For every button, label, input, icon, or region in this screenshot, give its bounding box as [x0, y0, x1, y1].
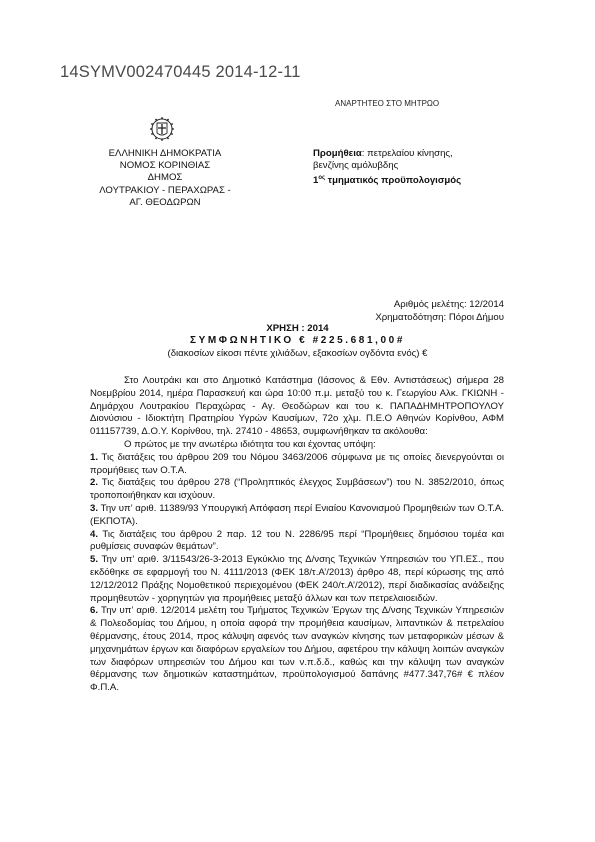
issuer-prefecture: ΝΟΜΟΣ ΚΟΡΙΝΘΙΑΣ [119, 160, 211, 172]
contract-title: ΣΥΜΦΩΝΗΤΙΚΟ € #225.681,00# [190, 335, 405, 346]
issuer-municipality-label: ΔΗΜΟΣ [147, 172, 183, 184]
section-text: τμηματικός προϋπολογισμός [325, 175, 462, 187]
intro-paragraph: Στο Λουτράκι και στο Δημοτικό Κατάστημα (Ιάσονος & Εθν. Αντιστάσεως) σήμερα 28 Νοεμβρίου 2014, ημέρα Παρασκευή και ώρα 10:00 π.μ. μεταξύ του κ. Γεωργίου Αλκ. ΓΚΙΩΝΗ - Δημάρχου Λουτρακίου Περαχώρας - Αγ. Θεοδώρων και του κ. ΠΑΠΑΔΗΜΗΤΡΟΠΟΥΛΟΥ Διονύσιου - Ιδιοκτήτη Πρατηρίου Υγρών Καυσίμων, 72ο χλμ. Π.Ε.Ο Αθηνών Κορίνθου, ΑΦΜ 011157739, Δ.Ο.Υ. Κορίνθου, τηλ. 27410 - 48653, συμφωνήθηκαν τα ακόλουθα: [90, 375, 504, 438]
clause-item [90, 477, 504, 503]
clause-text: Την υπ’ αριθ. 12/2014 μελέτη του Τμήματος Τεχνικών Έργων της Δ/νσης Τεχνικών Υπηρεσιών & Πολεοδομίας του Δήμου, η οποία αφορά την προμήθεια καυσίμων, λιπαντικών & πετρελαίου θέρμανσης, έτους 2014, προς κάλυψη αφενός των αναγκών κίνησης των μεταφορικών μέσων & μηχανημάτων έργων και διαφόρων εργαλείων του Δήμου, αφετέρου την κάλυψη λοιπών αναγκών των διαφόρων υπηρεσιών του Δήμου και των ν.π.δ.δ., καθώς και την κάλυψη των αναγκών θέρμανσης των δημοτικών καταστημάτων, προϋπολογισμού δαπάνης #477.347,76# € πλέον Φ.Π.Α. [90, 605, 504, 694]
section-superscript: ος [318, 175, 326, 182]
ada-code: 14SYMV002470445 2014-12-11 [60, 63, 301, 81]
contract-body [90, 375, 504, 695]
greek-emblem-icon [149, 116, 175, 142]
clause-number: 4. [90, 528, 99, 540]
clause-item [90, 503, 504, 529]
subject-label: Προμήθεια [313, 148, 362, 159]
issuer-municipality-name-cont: ΑΓ. ΘΕΟΔΩΡΩΝ [129, 196, 201, 208]
clause-item [90, 605, 504, 695]
subject-text: : πετρελαίου κίνησης, [361, 148, 453, 159]
clause-number: 5. [90, 554, 99, 566]
amount-in-words: (διακοσίων είκοσι πέντε χιλιάδων, εξακοσίων ογδόντα ενός) € [167, 348, 428, 359]
clause-number: 3. [90, 502, 99, 514]
clause-item [90, 554, 504, 605]
clause-item [90, 529, 504, 555]
clause-number: 1. [90, 451, 99, 463]
funding-source: Χρηματοδότηση: Πόροι Δήμου [375, 312, 504, 323]
clause-text: Τις διατάξεις του άρθρου 278 (“Προληπτικός έλεγχος Συμβάσεων”) του Ν. 3852/2010, όπως τροποποιήθηκαν και ισχύουν. [90, 477, 504, 502]
clause-number: 2. [90, 477, 99, 489]
study-number: Αριθμός μελέτης: 12/2014 [393, 299, 504, 310]
subject-block [313, 148, 553, 188]
issuer-municipality-name: ΛΟΥΤΡΑΚΙΟΥ - ΠΕΡΑΧΩΡΑΣ - [99, 184, 231, 196]
clause-text: Τις διατάξεις του άρθρου 2 παρ. 12 του Ν. 2286/95 περί “Προμήθειες δημόσιου τομέα και ρυθμίσεις συναφών θεμάτων”. [90, 528, 504, 553]
fiscal-year: ΧΡΗΣΗ : 2014 [266, 323, 329, 334]
archive-note: ΑΝΑΡΤΗΤΕΟ ΣΤΟ ΜΗΤΡΩΟ [335, 99, 440, 108]
issuer-block [76, 148, 254, 209]
subject-text-cont: βενζίνης αμόλυβδης [313, 160, 399, 172]
section-number: 1 [313, 175, 319, 187]
clause-number: 6. [90, 605, 99, 617]
clause-text: Την υπ’ αριθ. 3/11543/26-3-2013 Εγκύκλιο της Δ/νσης Τεχνικών Υπηρεσιών του ΥΠ.ΕΣ., που εκδόθηκε σε εφαρμογή του Ν. 4111/2013 (ΦΕΚ 18/τ.Α’/2013) άρθρο 48, περί κύρωσης της από 12/12/2012 Πράξης Νομοθετικού περιεχομένου (ΦΕΚ 240/τ.Α’/2012), περί διαδικασίας ανάδειξης προμηθευτών - χορηγητών για προμήθειες μεταξύ άλλων και των πετρελαιοειδών. [90, 554, 505, 604]
clause-text: Την υπ’ αριθ. 11389/93 Υπουργική Απόφαση περί Ενιαίου Κανονισμού Προμηθειών των Ο.Τ.Α. (ΕΚΠΟΤΑ). [90, 502, 504, 527]
issuer-country: ΕΛΛΗΝΙΚΗ ΔΗΜΟΚΡΑΤΙΑ [108, 148, 222, 159]
clause-text: Τις διατάξεις του άρθρου 209 του Νόμου 3463/2006 σύμφωνα με τις οποίες διενεργούνται οι προμήθειες των Ο.Τ.Α. [90, 451, 504, 476]
lead-paragraph: Ο πρώτος με την ανωτέρω ιδιότητα του και έχοντας υπόψη: [124, 438, 376, 450]
clause-item [90, 452, 504, 478]
